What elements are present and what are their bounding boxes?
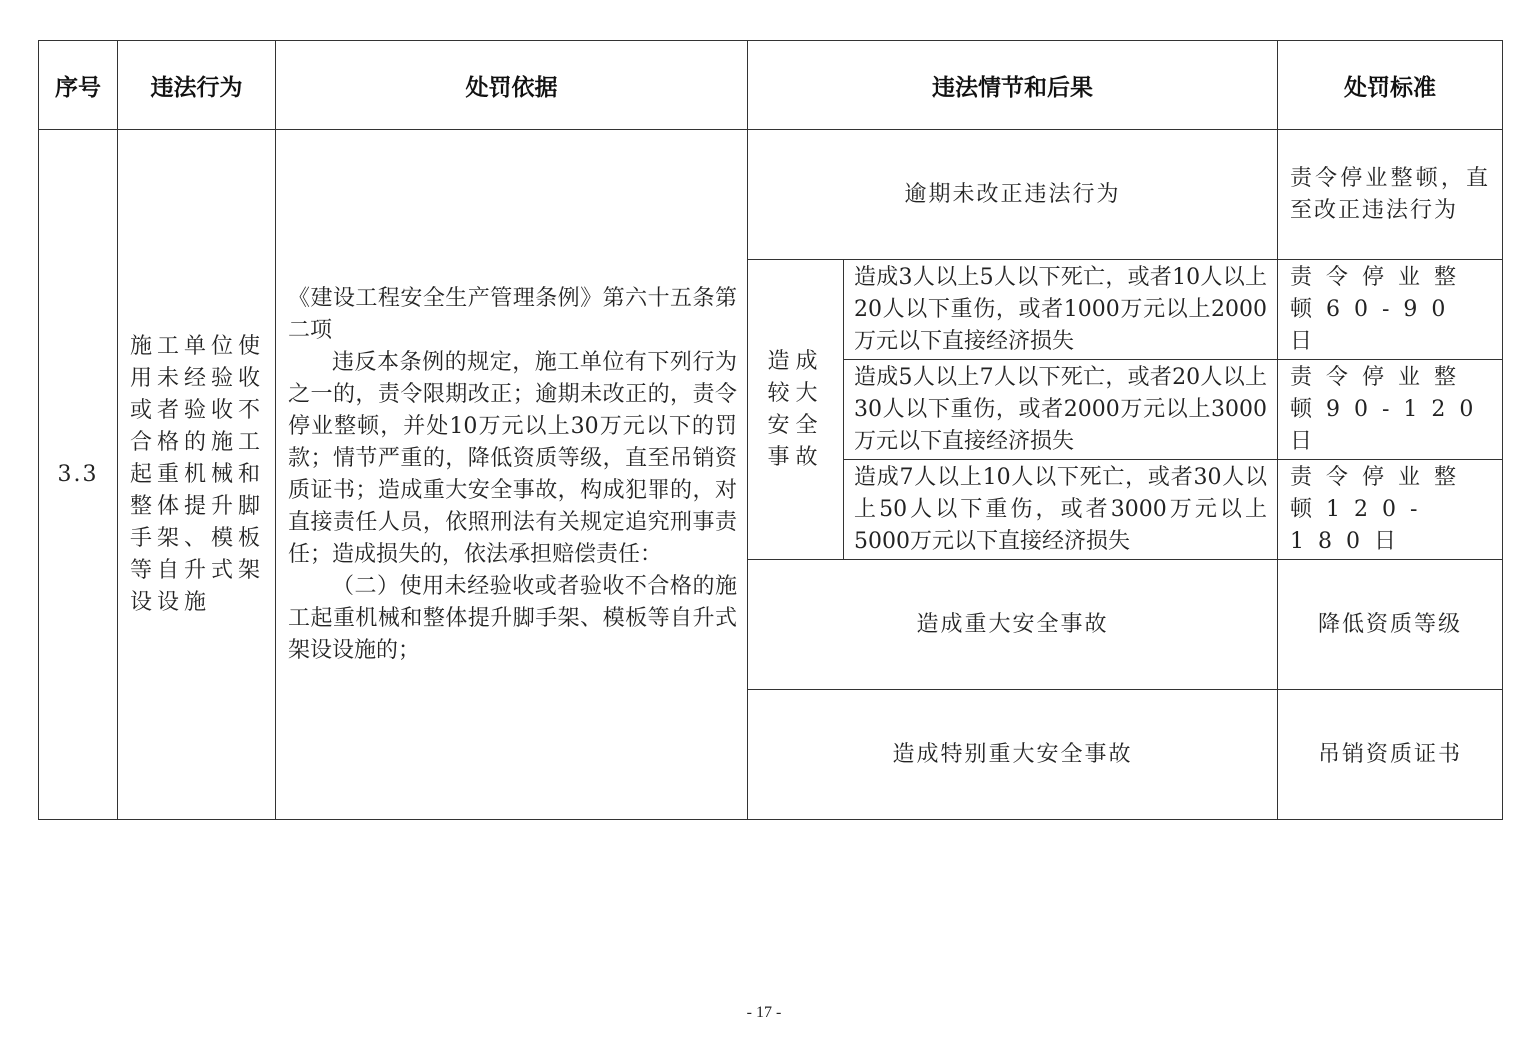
extraordinary-standard: 吊销资质证书: [1278, 690, 1503, 820]
serious-consequence: 造成重大安全事故: [748, 560, 1278, 690]
basis-title: 《建设工程安全生产管理条例》第六十五条第二项: [288, 285, 737, 343]
page-number: - 17 -: [746, 1004, 782, 1021]
header-act: 违法行为: [118, 41, 276, 130]
serious-standard: 降低资质等级: [1278, 560, 1503, 690]
row-seq: 3.3: [39, 130, 118, 820]
overdue-standard: 责令停业整顿，直至改正违法行为: [1278, 130, 1503, 260]
header-standard: 处罚标准: [1278, 41, 1503, 130]
header-row: [39, 41, 1503, 130]
header-seq: 序号: [39, 41, 118, 130]
extraordinary-consequence: 造成特别重大安全事故: [748, 690, 1278, 820]
major-standard-1: 责令停业整顿60-90日: [1278, 260, 1503, 360]
major-consequence-3: 造成7人以上10人以下死亡，或者30人以上50人以下重伤，或者3000万元以上5000万元以下直接经济损失: [844, 460, 1278, 560]
row-basis: [276, 130, 748, 820]
major-standard-2: 责令停业整顿90-120日: [1278, 360, 1503, 460]
major-consequence-1: 造成3人以上5人以下死亡，或者10人以上20人以下重伤，或者1000万元以上2000万元以下直接经济损失: [844, 260, 1278, 360]
header-consequence: 违法情节和后果: [748, 41, 1278, 130]
overdue-consequence: 逾期未改正违法行为: [748, 130, 1278, 260]
major-consequence-2: 造成5人以上7人以下死亡，或者20人以上30人以下重伤，或者2000万元以上3000万元以下直接经济损失: [844, 360, 1278, 460]
header-basis: 处罚依据: [276, 41, 748, 130]
row-act: 施工单位使用未经验收或者验收不合格的施工起重机械和整体提升脚手架、模板等自升式架设设施: [118, 130, 276, 820]
penalty-table: [38, 40, 1503, 820]
major-standard-3: 责令停业整顿120-180日: [1278, 460, 1503, 560]
basis-para-2: （二）使用未经验收或者验收不合格的施工起重机械和整体提升脚手架、模板等自升式架设设施的；: [288, 573, 737, 663]
table-row: [39, 130, 1503, 260]
basis-para-1: 违反本条例的规定，施工单位有下列行为之一的，责令限期改正；逾期未改正的，责令停业整顿，并处10万元以上30万元以下的罚款；情节严重的，降低资质等级，直至吊销资质证书；造成重大安全事故，构成犯罪的，对直接责任人员，依照刑法有关规定追究刑事责任；造成损失的，依法承担赔偿责任：: [288, 349, 737, 567]
major-group-label: 造成较大安全事故: [748, 260, 844, 560]
